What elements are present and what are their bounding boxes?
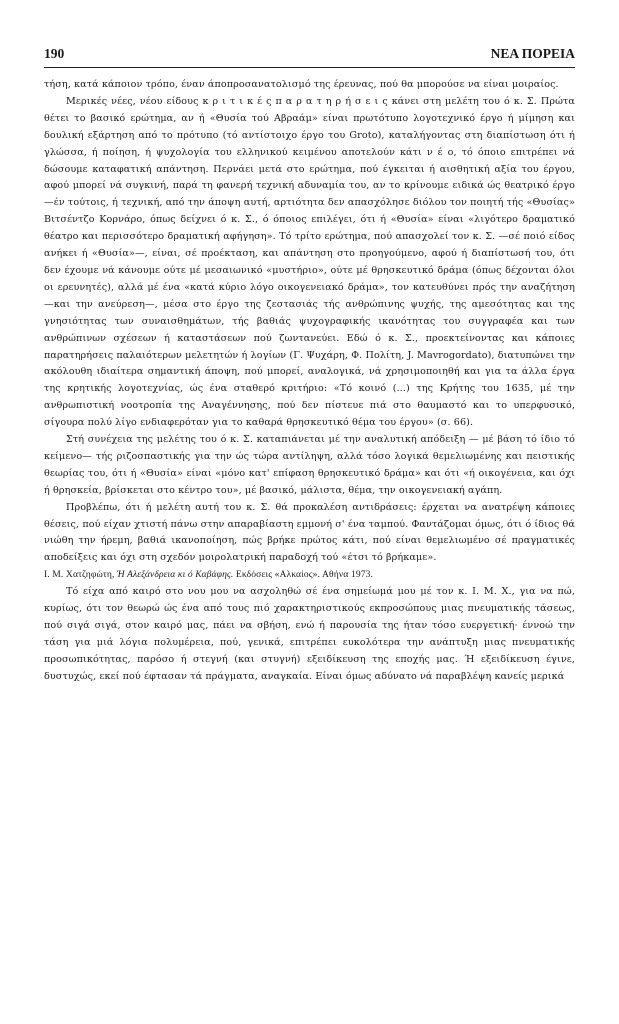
paragraph: Προβλέπω, ότι ή μελέτη αυτή του κ. Σ. θά προκαλέση αντιδράσεις: έρχεται να ανατρέψη κάποιες θέσεις, πού είχαν χτιστή πάνω στην απαραβίαστη εμμονή σ' ένα ταμπού. Φαντάζομαι όμως, ότι ό ίδιος θά νιώθη την ήρεμη, βαθιά ικανοποίηση, πώς βρήκε πρώτος κάτι, πού είναι θεμελιωμένο σέ πραγματικές αποδείξεις και όχι στη σχεδόν μοιρολατρική παραδοχή τού «έτσι τό βρήκαμε». bbox=[44, 501, 575, 564]
journal-title: ΝΕΑ ΠΟΡΕΙΑ bbox=[490, 46, 575, 61]
paragraph: Στή συνέχεια της μελέτης του ό κ. Σ. καταπιάνεται μέ την αναλυτική απόδειξη — μέ βάση τό ίδιο τό κείμενο— τής ριζοσπαστικής για την ώς τώρα αντίληψη, αλλά τόσο λογικά θεμελιωμένης και πειστικής θεωρίας του, ότι ή «Θυσία» είναι «μόνο κατ' επίφαση θρησκευτικό δράμα» και ότι «ή οικογένεια, και όχι ή θρησκεία, βρίσκεται στο κέντρο του», μέ βασικό, μάλιστα, θέμα, την οικογενειακή αγάπη. bbox=[44, 434, 575, 496]
review-author: Ι. Μ. Χατζηφώτη, bbox=[44, 569, 117, 581]
paragraph-continuation: τήση, κατά κάποιον τρόπο, έναν άποπροσανατολισμό της έρευνας, πού θα μπορούσε να είναι μοιραίος. bbox=[44, 79, 559, 90]
running-header bbox=[44, 46, 575, 68]
page-number: 190 bbox=[44, 46, 65, 61]
review-book-title: Ή Αλεξάνδρεια κι ό Καβάφης. bbox=[116, 569, 234, 581]
review-heading bbox=[44, 567, 575, 584]
review-paragraph: Τό είχα από καιρό στο νου μου να ασχοληθώ σέ ένα σημείωμά μου μέ τον κ. Ι. Μ. Χ., για να πώ, κυρίως, ότι τον θεωρώ ώς ένα από τους πιό χαρακτηριστικούς εκπροσώπους μιας πνευματικής τάσεως, πού σιγά σιγά, στον καιρό μας, πάει να σβήση, ενώ ή παρουσία της ήταν τόσο ευεργετική· έννοώ την τάση για μιά λόγια πολυμέρεια, πού, γενικά, επιτρέπει ευκολότερα την ανάπτυξη μιας πνευματικής προσωπικότητας, παρόσο ή στεγνή (και στυγνή) εξειδίκευση της εποχής μας. Ή εξειδίκευση έγινε, δυστυχώς, εκεί πού έφτασαν τά πράγματα, αναγκαία. Είναι όμως αδύνατο νά παραβλέψη κανείς μερικά bbox=[44, 586, 575, 682]
review-publisher: Εκδόσεις «Αλκαίος». Αθήνα 1973. bbox=[233, 569, 374, 581]
article-body bbox=[44, 77, 575, 686]
paragraph: Μερικές νέες, νέου είδους κ ρ ι τ ι κ έ ς π α ρ α τ η ρ ή σ ε ι ς κάνει στη μελέτη του ό κ. Σ. Πρώτα θέτει το βασικό ερώτημα, αν ή «Θυσία τού Αβραάμ» είναι πρωτότυπο λογοτεχνικό έργο ή μίμηση και δουλική εξάρτηση από το πρότυπο (τό αντίστοιχο έργο του Groto), καταλήγοντας στη διαπίστωση ότι ή γλώσσα, ή ποίηση, ή ψυχολογία του ελληνικού κειμένου αποτελούν κάτι ν έ ο, τό όποιο επιτρέπει νά δώσουμε καταφατική απάντηση. Περνάει μετά στο ερώτημα, πού έγκειται ή αισθητική αξία του έργου, αφού μπορεί νά συγκινή, παρά τη φανερή τεχνική αδυναμία του, αν το κρίνουμε ειδικά ώς θεατρικό έργο —έν τούτοις, ή τεχνική, από την άποψη αυτή, αρτιότητα δεν απασχόλησε διόλου τον ποιητή τής «Θυσίας» Βιτσέντζο Κορνάρο, όπως δείχνει ό κ. Σ., ό όποιος επιλέγει, ότι ή «Θυσία» είναι «λιγότερο δραματικό θέατρο και περισσότερο δραματική αφήγηση». Τό τρίτο ερώτημα, πού απασχολεί τον κ. Σ. —σέ ποιό είδος ανήκει ή «Θυσία»—, είναι, σέ προέκταση, και απάντηση στο προηγούμενο, αφού ή διαπίστωσή του, ότι δεν έχουμε νά κάνουμε ούτε μέ μεσαιωνικό «μυστήριο», ούτε μέ θρησκευτικό δράμα (όπως δέχονται όλοι οι ερευνητές), αλλά μέ ένα «κατά κύριο λόγο οικογενειακό δράμα», τον κατευθύνει πρός την αναζήτηση —και την ανεύρεση—, μέσα στο έργο της ζεστασιάς τής ανθρώπινης ψυχής, της αμεσότητας και της γνησιότητας των συναισθημάτων, τής βαθιάς ψυχογραφικής ικανότητας του συγγραφέα και των ανθρώπινων σχέσεων ή καταστάσεων πού ζωντανεύει. Εδώ ό κ. Σ., προεκτείνοντας και κάποιες παρατηρήσεις παλαιότερων μελετητών ή λογίων (Γ. Ψυχάρη, Φ. Πολίτη, J. Mavrogordato), διατυπώνει την ακόλουθη ιδιαίτερα σημαντική άποψη, πού μπορεί, αναλογικά, νά χρησιμοποιηθή και για τα άλλα έργα της κρητικής λογοτεχνίας, ώς ένα σταθερό κριτήριο: «Τό κοινό (...) της Κρήτης του 1635, μέ την ανθρωπιστική νοοτροπία της Αναγέννησης, πού δεν πίστευε πιά στο θαυμαστό και το υπερφυσικό, σίγουρα πολύ λίγο ενδιαφερόταν για το καθαρά θρησκευτικό θέμα του έργου» (σ. 66). bbox=[44, 95, 575, 429]
